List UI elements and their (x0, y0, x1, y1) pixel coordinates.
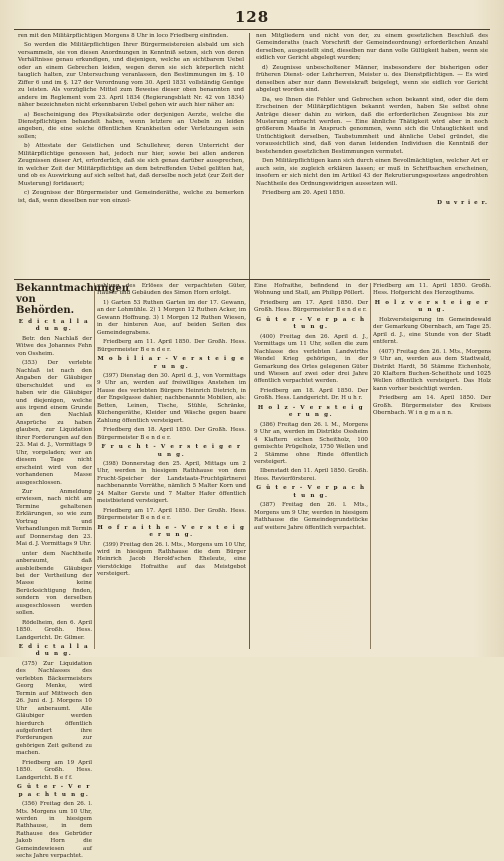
notice-text: (397) Dienstag den 30. April d. J., von Vormittags 9 Uhr an, werden auf freiwilliges Anstehen im Hause des verlebten Bürgers Heinrich Dietrich, in der Engelgasse dahier, nachbenannte Mobilien, als: Betten, Leinen, Tische, Stühle, Schränke, Küchengeräthe, Kleider und Wäsche gegen baare Zahlung öffentlich versteigert. (97, 372, 246, 424)
header-rule (14, 29, 490, 30)
notice-text: Friedberg am 19 April 1850. Großh. Hess. Landgericht. B e f f. (16, 759, 92, 781)
column-a (18, 33, 244, 277)
paragraph: So werden die Militärpflichtigen Ihrer Bürgermeistereien alsbald um sich versammeln, sie von diesen Anordnungen in Kenntniß setzen, sich von deren Verhältnisse genau erkundigen, und diejenigen, welche an sichtbarem Uebel oder an einem Gebrechen leiden, wegen deren sie sich körperlich nicht tauglich halten, zur Untersuchung veranlassen, den Bestimmungen im §. 10 Ziffer 6 und im §. 127 der Verordnung vom 30. April 1831 vollständig Genüge zu leisten. Als vorzügliche Mittel zum Beweise dieser oben benannten und andere im Reglement vom 23. April 1834 (Regierungsblatt Nr. 42 von 1834) näher bezeichneten nicht erkennbaren Uebel gehen wir auch hier näher an: (18, 42, 244, 109)
notice-text: Friedberg am 14. April 1850. Der Großh. Bürgermeister des Kreises Obernbach. W i n g m a n n. (373, 395, 491, 417)
notice-heading: H o l z v e r s t e i g e r u n g. (374, 299, 490, 314)
paragraph: Den Militärpflichtigen kann sich durch einen Bevollmächtigten, welcher Art er auch sein, sie zugleich erklären lassen; er muß in Schriftsachen erscheinen, insofern er sich nicht den im Artikel 43 der Rekrutierungsgesetzes angedrohten Nachtheile des Ordnungswidrigen aussetzen will. (256, 158, 488, 187)
notice-heading: G ü t e r - V e r p a c h t u n g. (256, 316, 366, 331)
notice-text: (400) Freitag den 26. April d. J., Vormittags um 11 Uhr, sollen die zum Nachlasse des verlebten Landwirths Wendel Krieg gehörigen, in der Gemarkung des Ortes gelegenen Güter und Wiesen auf zwei oder drei Jahre öffentlich verpachtet werden. (254, 333, 368, 385)
notice-text: (398) Donnerstag den 25. April, Mittags um 2 Uhr, werden in hiesigem Rathhause von dem Frucht-Speicher der Landstaats-Fruchtgärtnerei nachbenannte Vorräthe, nämlich 5 Malter Korn und 24 Malter Gerste und 7 Malter Hafer öffentlich meistbietend versteigert. (97, 460, 246, 505)
notice-text: Friedberg am 18. April 1850. Der Großh. Hess. Landgericht. Dr. H u h r. (254, 387, 368, 402)
section-rule (14, 279, 490, 280)
date-line: Friedberg am 20. April 1850. (262, 190, 345, 197)
column-d (97, 283, 246, 649)
notice-text: zahlung des Erlöses der verpachteten Güter, Häuser und Gebäuden des Simon Horn erfolgt. (97, 283, 246, 297)
notice-text: (399) Freitag den 26. l. Mts., Morgens um 10 Uhr, wird in hiesigem Rathhause die dem Bürger Heinrich Jacob Herold'schen Eheleute, eine vierstöckige Hofraithe auf das Meistgebot versteigert. (97, 541, 246, 578)
notice-text: Holzversteigerung im Gemeindewald der Gemarkung Obernbach, am Tage 25. April d. J., eine Stunde von der Stadt entfernt. (373, 316, 491, 346)
paragraph: a) Bescheinigung des Physikatsärzte oder derjenigen Aerzte, welche die Dienstpflichtigen behandelt haben, wenn letztere an Uebeln zu leiden angeben, die eine solche öffentlichen Krankheiten oder Verletzungen sein sollen; (18, 111, 244, 140)
column-e (254, 283, 368, 649)
notice-text: Friedberg am 17. April 1850. Der Großh. Hess. Bürgermeister B e n d e r. (97, 507, 246, 522)
notice-text: Betr. den Nachlaß der Witwe des Johannes Fehn von Ossheim. (16, 335, 92, 357)
notice-text: Rödelheim, den 6. April 1850. Großh. Hess. Landgericht. Dr. Gilmer. (16, 619, 92, 641)
signature-name: D u v r i e r. (437, 199, 488, 206)
column-f (373, 283, 491, 649)
notice-text: Ilbenstadt den 11. April 1850. Großh. Hess. Revierförsterei. (254, 468, 368, 482)
notice-heading: H o f r a i t h e - V e r s t e i g e r u n g. (97, 524, 246, 539)
notice-heading: E d i c t a l l a d u n g. (18, 644, 90, 658)
notice-text: (386) Freitag den 26. l. M., Morgens 9 Uhr an, werden im Distrikte Ossheim 4 Klaftern eichen Scheitholz, 100 gemischte Prügelholz, 1750 Wellen und 2 Stämme ohne Rinde öffentlich versteigert. (254, 421, 368, 465)
column-divider (249, 33, 250, 649)
notice-heading: G ü t e r - V e r p a c h t u n g. (256, 485, 366, 499)
paragraph: c) Zeugnisse der Bürgermeister und Gemeinderäthe, welche zu bemerken ist, daß, wenn dieselben nur von einzel- (18, 190, 244, 204)
notice-text: unter dem Nachtheile anberaumt, daß ausbleibende Gläubiger bei der Vertheilung der Masse keine Berücksichtigung finden, sondern von derselben ausgeschlossen werden sollen. (16, 550, 92, 617)
column-divider (94, 283, 95, 649)
paragraph: nen Mitgliedern und nicht von der, zu einem gesetzlichen Beschluß des Gemeinderaths (nach Vorschrift der Gemeindeordnung) erforderlichen Anzahl derselben, ausgestellt sind, dieselben nur dann volle Gültigkeit haben, wenn sie eidlich vor Gericht abgelegt wurden; (256, 33, 488, 62)
column-divider (370, 283, 371, 649)
paragraph: b) Attestate der Geistlichen und Schullehrer, deren Unterricht der Militärpflichtige genossen hat, jedoch nur hier, sowie bei allen anderen Zeugnissen dieser Art, erforderlich, daß sie sich genau darüber aussprechen, in welcher Zeit der Militärpflichtige an dem betreffenden Uebel gelitten hat, und ob es Auswirkung auf sich selbst hat, daß derselbe noch jetzt (zur Zeit der Musterung) fortdauert; (18, 143, 244, 187)
notice-text: 1) Garten 53 Ruthen Garten im der 17. Gewann, an der Lohmühle. 2) 1 Morgen 12 Ruthen Acker, im Gewann Hoffnung. 3) 1 Morgen 12 Ruthen Wiesen, in der hinteren Aue, auf beiden Seiten des Gemeindegrabens. (97, 299, 246, 336)
page-number: 128 (234, 8, 270, 26)
notice-text: Friedberg am 11. April 1850. Großh. Hess. Hofgericht des Herzogthums. (373, 283, 491, 297)
notice-text: (375) Zur Liquidation des Nachlasses des verlebten Bäckermeisters Georg Menke, wird Termin auf Mittwoch den 26. Juni d. J. Morgens 10 Uhr anberaumt. Alle Gläubiger werden hierdurch öffentlich aufgefordert ihre Forderungen zur gehörigen Zeit geltend zu machen. (16, 660, 92, 757)
notice-text: Eine Hofraithe, befindend in der Wohnung und Stall, am Philipp Pöllert. (254, 283, 368, 297)
column-b (256, 33, 488, 277)
notice-text: Friedberg am 11. April 1850. Der Großh. Hess. Bürgermeister B e n d e r. (97, 339, 246, 353)
notice-text: (387) Freitag den 26. l. Mts., Morgens um 9 Uhr, werden in hiesigem Rathhause die Gemeindegrundstücke auf weitere Jahre öffentlich verpachtet. (254, 502, 368, 531)
notice-heading: E d i c t a l l a d u n g. (18, 319, 90, 333)
notice-text: (407) Freitag den 26. l. Mts., Morgens 9 Uhr an, werden aus dem Stadtwald, Distrikt Hardt, 56 Stämme Eichenholz, 20 Klaftern Buchen-Scheitholz und 1025 Wellen öffentlich versteigert. Das Holz kann vorher besichtigt werden. (373, 348, 491, 392)
column-c (16, 283, 129, 860)
notice-text: Friedberg den 18. April 1850. Der Großh. Hess. Bürgermeister B e n d e r. (97, 427, 246, 441)
paragraph: d) Zeugnisse unbescholtener Männer, insbesondere der bisherigen oder früheren Dienst- oder Lehrherren, Meister u. des Dienstpflichtigen. — Es wird denselben aber nur dann Beweiskraft beigelegt, wenn sie eidlich vor Gericht abgelegt worden sind. (256, 64, 488, 94)
paragraph: ren mit den Militärpflichtigen Morgens 8 Uhr in loco Friedberg einfinden. (18, 33, 229, 39)
paragraph: Da, wo Ihnen die Fehler und Gebrechen schon bekannt sind, oder die dem Erscheinen der Militärpflichtigen bekannt werden, haben Sie selbst ohne Anträge dieser dahin zu wirken, daß die erforderlichen Zeugnisse bis zur Musterung erbracht werden. — Eine ähnliche Thätigkeit wird aber in noch größerem Maaße in Anspruch genommen, wenn sich die Untauglichkeit und Untüchtigkeit derselben, Taubstummheit und ähnliche Uebel gründet, die voraussichtlich sind, daß von daran leidenden Individuen die Kenntniß der bestehenden gesetzlichen Bestimmungen vermutet. (256, 96, 488, 155)
notice-text: Friedberg am 17. April 1850. Der Großh. Hess. Bürgermeister B e n d e r. (254, 299, 368, 314)
notice-heading: H o l z - V e r s t e i g e r u n g. (257, 404, 365, 419)
notice-heading: M o b i l i a r - V e r s t e i g e r u n g. (97, 356, 246, 370)
notice-text: (356) Freitag den 26. l. Mts. Morgens um 10 Uhr, werden in hiesigem Rathhause, in dem Rathause des Gebrüder Jakob Horn die Gemeindewiesen auf sechs Jahre verpachtet. (16, 801, 92, 860)
notice-heading: F r u c h t - V e r s t e i g e r u n g. (101, 444, 242, 458)
notice-text: Zur Anmeldung erwiesen, nach nicht am Termine gehaltenen Erklärungen, so wie zum Vortrag und Verhandlungen mit Termin auf Donnerstag den 23. Mai d. J. Vormittags 9 Uhr. (16, 488, 92, 548)
page-header (14, 8, 490, 30)
notice-heading: G ü t e r - V e r p a c h t u n g. (17, 784, 91, 798)
notice-text: (353) Der verlebte Nachlaß ist nach den Angaben der Gläubiger überschuldet und es haben wir die Gläubiger und diejenigen, welche aus irgend einem Grunde an den Nachlaß Ansprüche zu haben glauben, zur Liquidation ihrer Forderungen auf den 23. Mai d. J., Vormittags 9 Uhr, vorgeladen; wer an diesem Tage nicht erscheint wird von der vorhandenen Masse ausgeschlossen. (16, 360, 92, 486)
section-title: Bekanntmachungen von Behörden. (16, 283, 129, 316)
